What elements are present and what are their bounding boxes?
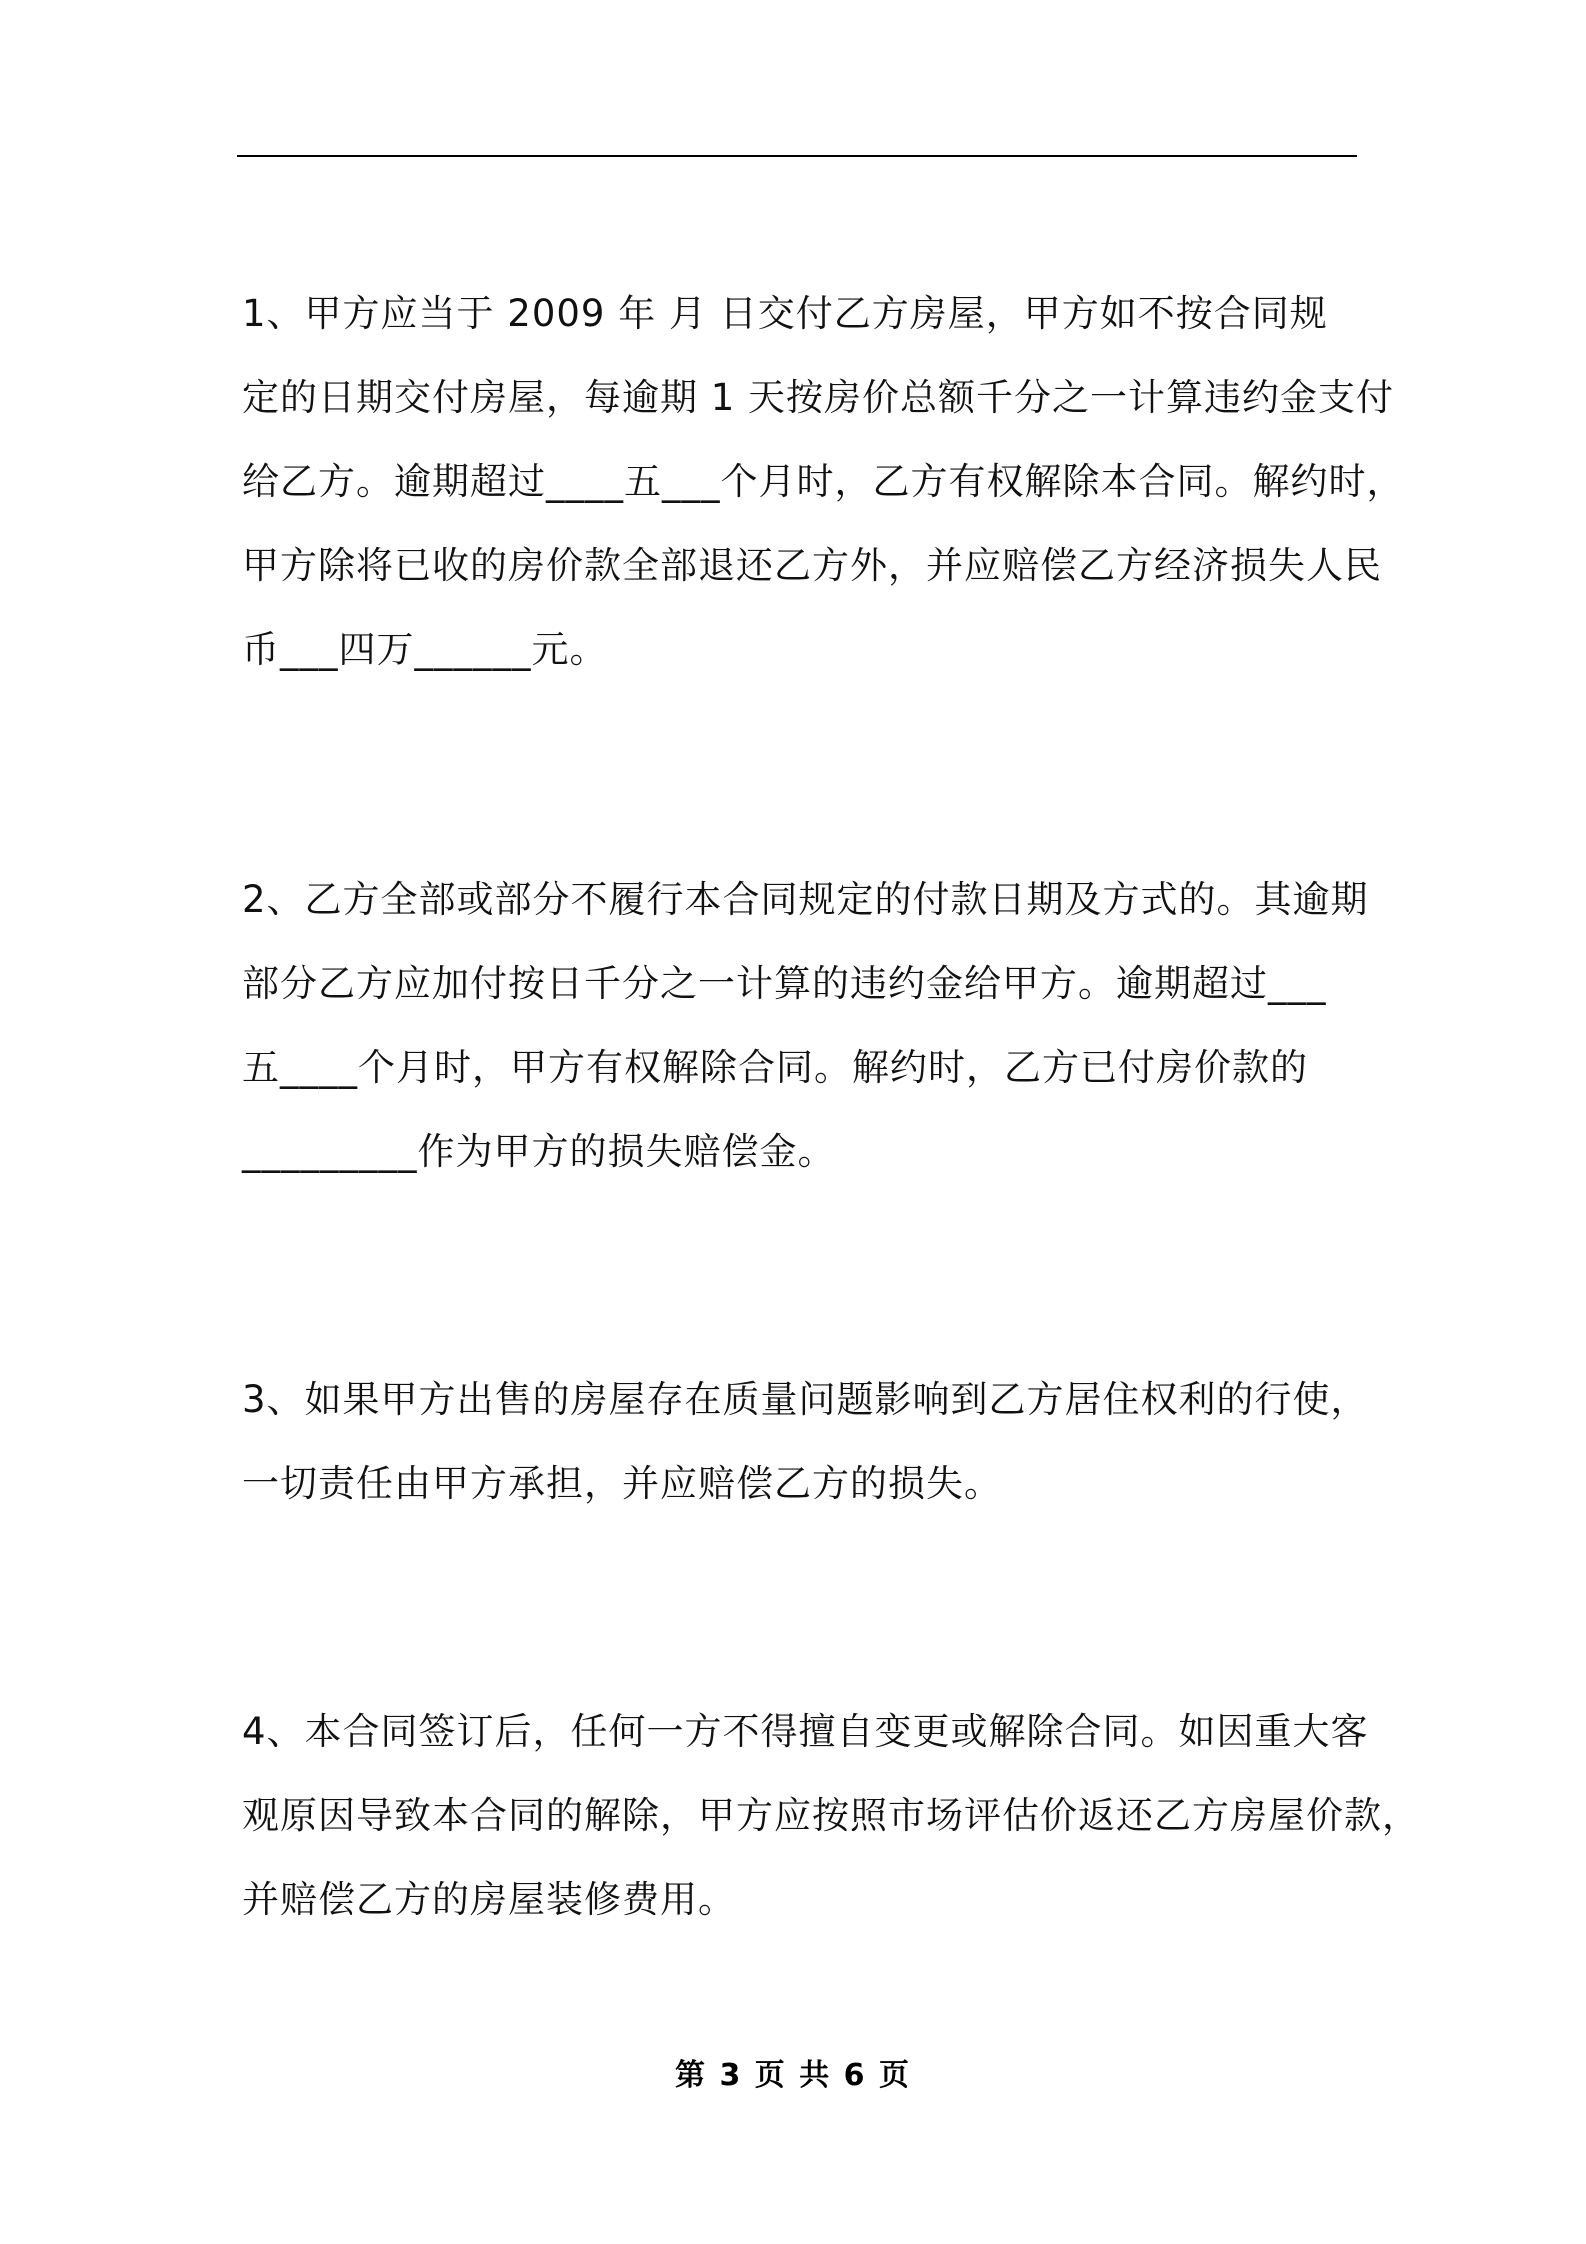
- clause-1: [242, 272, 1405, 692]
- clause-line: 定的日期交付房屋，每逾期 1 天按房价总额千分之一计算违约金支付: [242, 376, 1395, 419]
- header-rule: [237, 155, 1357, 157]
- clause-line: 2、乙方全部或部分不履行本合同规定的付款日期及方式的。其逾期: [242, 878, 1369, 921]
- clause-line: 并赔偿乙方的房屋装修费用。: [242, 1878, 736, 1921]
- clause-line: 给乙方。逾期超过____五___个月时，乙方有权解除本合同。解约时，: [242, 460, 1405, 503]
- clause-line: 一切责任由甲方承担，并应赔偿乙方的损失。: [242, 1462, 1002, 1505]
- clause-line: 观原因导致本合同的解除，甲方应按照市场评估价返还乙方房屋价款，: [242, 1794, 1420, 1837]
- clause-4: [242, 1690, 1420, 1942]
- clause-2: [242, 858, 1369, 1194]
- clause-line: 五____个月时，甲方有权解除合同。解约时，乙方已付房价款的: [242, 1046, 1308, 1089]
- clause-line: 甲方除将已收的房价款全部退还乙方外，并应赔偿乙方经济损失人民: [242, 544, 1382, 587]
- page-number-footer: 第 3 页 共 6 页: [675, 2058, 911, 2093]
- clause-line: 部分乙方应加付按日千分之一计算的违约金给甲方。逾期超过___: [242, 962, 1327, 1005]
- clause-line: 3、如果甲方出售的房屋存在质量问题影响到乙方居住权利的行使，: [242, 1378, 1369, 1421]
- clause-line: 4、本合同签订后，任何一方不得擅自变更或解除合同。如因重大客: [242, 1710, 1369, 1753]
- clause-line: 1、甲方应当于 2009 年 月 日交付乙方房屋，甲方如不按合同规: [242, 292, 1328, 335]
- clause-line: _________作为甲方的损失赔偿金。: [242, 1130, 836, 1173]
- clause-line: 币___四万______元。: [242, 628, 608, 671]
- clause-3: [242, 1358, 1369, 1526]
